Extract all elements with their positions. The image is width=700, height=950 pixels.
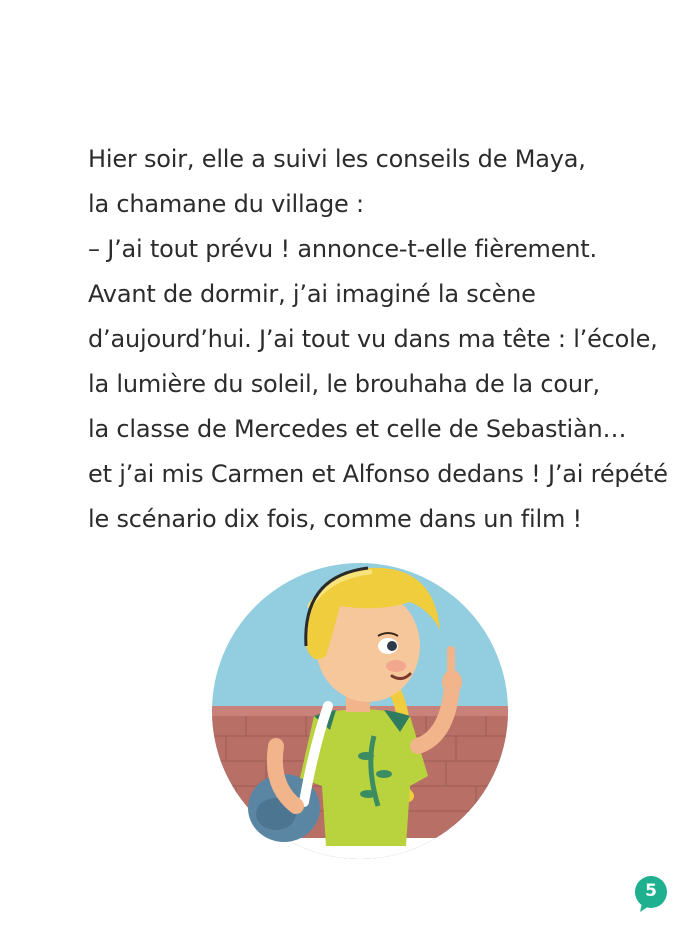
- girl-illustration: [206, 546, 514, 860]
- story-line: – J’ai tout prévu ! annonce-t-elle fièrement.: [88, 235, 597, 263]
- story-line: d’aujourd’hui. J’ai tout vu dans ma tête : l’école,: [88, 325, 658, 353]
- story-line: la lumière du soleil, le brouhaha de la cour,: [88, 370, 600, 398]
- story-line: la classe de Mercedes et celle de Sebastiàn…: [88, 415, 627, 443]
- story-line: Hier soir, elle a suivi les conseils de Maya,: [88, 145, 586, 173]
- page-number-badge: [634, 875, 668, 913]
- page-number: 5: [645, 881, 657, 901]
- story-text: [88, 137, 668, 542]
- story-line: le scénario dix fois, comme dans un film !: [88, 505, 582, 533]
- story-line: et j’ai mis Carmen et Alfonso dedans ! J’ai répété: [88, 460, 668, 488]
- story-line: la chamane du village :: [88, 190, 364, 218]
- story-line: Avant de dormir, j’ai imaginé la scène: [88, 280, 536, 308]
